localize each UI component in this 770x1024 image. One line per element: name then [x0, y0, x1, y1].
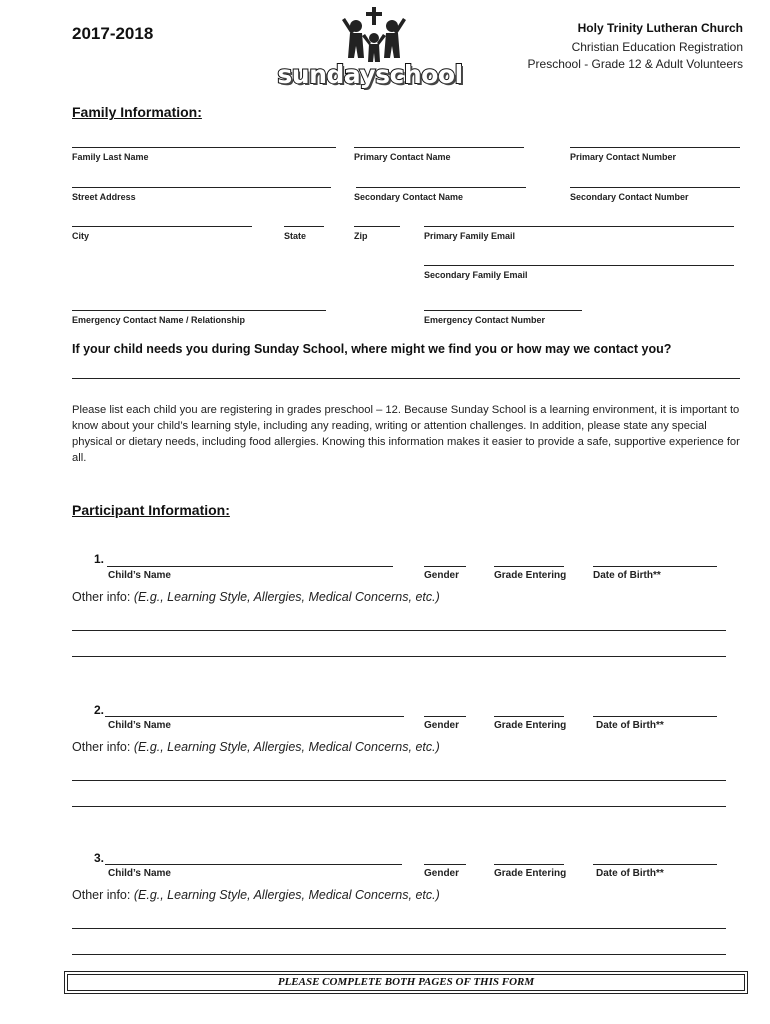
footer-notice: PLEASE COMPLETE BOTH PAGES OF THIS FORM: [67, 974, 745, 991]
secondary-contact-number-field[interactable]: [570, 187, 740, 188]
participant-information-heading: Participant Information:: [72, 502, 230, 518]
city-field[interactable]: [72, 226, 252, 227]
grade-entering-field[interactable]: [494, 864, 564, 865]
secondary-family-email-field[interactable]: [424, 265, 734, 266]
secondary-contact-name-label: Secondary Contact Name: [354, 192, 464, 202]
other-info-example: (E.g., Learning Style, Allergies, Medical Concerns, etc.): [133, 888, 440, 902]
family-last-name-field[interactable]: [72, 147, 336, 148]
child-number: 3.: [94, 851, 105, 865]
primary-contact-name-field[interactable]: [354, 147, 524, 148]
street-address-field[interactable]: [72, 187, 331, 188]
grade-entering-field[interactable]: [494, 716, 564, 717]
city-label: City: [72, 231, 90, 241]
sunday-school-logo: [266, 6, 474, 94]
emergency-contact-label: Emergency Contact Name / Relationship: [72, 315, 246, 325]
other-info-label: [72, 590, 440, 604]
childs-name-label: Child’s Name: [108, 570, 171, 581]
other-info-label: [72, 888, 440, 902]
date-of-birth-field[interactable]: [593, 716, 717, 717]
other-info-label: [72, 740, 440, 754]
gender-field[interactable]: [424, 566, 466, 567]
other-info-example: (E.g., Learning Style, Allergies, Medical Concerns, etc.): [133, 740, 440, 754]
zip-field[interactable]: [354, 226, 400, 227]
church-name: Holy Trinity Lutheran Church: [577, 21, 743, 35]
zip-label: Zip: [354, 231, 368, 241]
child-name-field[interactable]: [107, 566, 393, 567]
date-of-birth-label: Date of Birth**: [596, 868, 664, 879]
other-info-field[interactable]: [72, 954, 726, 955]
gender-label: Gender: [424, 720, 460, 731]
grade-entering-label: Grade Entering: [494, 720, 567, 731]
contact-question: If your child needs you during Sunday School, where might we find you or how may we contact you?: [72, 342, 672, 356]
primary-family-email-field[interactable]: [424, 226, 734, 227]
other-info-prefix: Other info:: [72, 590, 134, 604]
other-info-field[interactable]: [72, 928, 726, 929]
other-info-field[interactable]: [72, 656, 726, 657]
form-year: 2017-2018: [72, 24, 154, 43]
family-figures-icon: [266, 6, 474, 66]
grade-range: Preschool - Grade 12 & Adult Volunteers: [527, 57, 743, 71]
gender-label: Gender: [424, 570, 460, 581]
primary-contact-number-field[interactable]: [570, 147, 740, 148]
footer-notice-box: [64, 971, 748, 994]
grade-entering-field[interactable]: [494, 566, 564, 567]
childs-name-label: Child’s Name: [108, 868, 171, 879]
state-field[interactable]: [284, 226, 324, 227]
secondary-contact-number-label: Secondary Contact Number: [570, 192, 689, 202]
contact-answer-field[interactable]: [72, 378, 740, 379]
secondary-contact-name-field[interactable]: [356, 187, 526, 188]
form-subtitle: Christian Education Registration: [571, 40, 743, 54]
primary-family-email-label: Primary Family Email: [424, 231, 516, 241]
other-info-field[interactable]: [72, 806, 726, 807]
other-info-field[interactable]: [72, 780, 726, 781]
date-of-birth-label: Date of Birth**: [593, 570, 661, 581]
secondary-family-email-label: Secondary Family Email: [424, 270, 528, 280]
child-name-field[interactable]: [105, 716, 404, 717]
street-address-label: Street Address: [72, 192, 136, 202]
gender-label: Gender: [424, 868, 460, 879]
primary-contact-number-label: Primary Contact Number: [570, 152, 677, 162]
gender-field[interactable]: [424, 716, 466, 717]
child-number: 1.: [94, 552, 105, 566]
date-of-birth-field[interactable]: [593, 566, 717, 567]
gender-field[interactable]: [424, 864, 466, 865]
emergency-contact-field[interactable]: [72, 310, 326, 311]
cross-icon: [366, 7, 382, 25]
grade-entering-label: Grade Entering: [494, 570, 567, 581]
other-info-example: (E.g., Learning Style, Allergies, Medical Concerns, etc.): [133, 590, 440, 604]
emergency-number-label: Emergency Contact Number: [424, 315, 546, 325]
church-info: [528, 21, 743, 71]
primary-contact-name-label: Primary Contact Name: [354, 152, 451, 162]
family-last-name-label: Family Last Name: [72, 152, 149, 162]
family-information-heading: Family Information:: [72, 104, 202, 120]
logo-text: sundayschool: [277, 60, 463, 89]
other-info-prefix: Other info:: [72, 740, 134, 754]
childs-name-label: Child’s Name: [108, 720, 171, 731]
other-info-field[interactable]: [72, 630, 726, 631]
emergency-number-field[interactable]: [424, 310, 582, 311]
date-of-birth-field[interactable]: [593, 864, 717, 865]
registration-instructions: Please list each child you are registering in grades preschool – 12. Because Sunday School is a learning environment, it is important to know about your child’s learning style, including any reading, writing or attention challenges. In addition, please state any special physical or dietary needs, including food allergies. Knowing this information makes it easier to provide a safe, supportive experience for all.: [72, 404, 740, 464]
child-number: 2.: [94, 703, 105, 717]
other-info-prefix: Other info:: [72, 888, 134, 902]
grade-entering-label: Grade Entering: [494, 868, 567, 879]
date-of-birth-label: Date of Birth**: [596, 720, 664, 731]
state-label: State: [284, 231, 307, 241]
child-name-field[interactable]: [105, 864, 402, 865]
